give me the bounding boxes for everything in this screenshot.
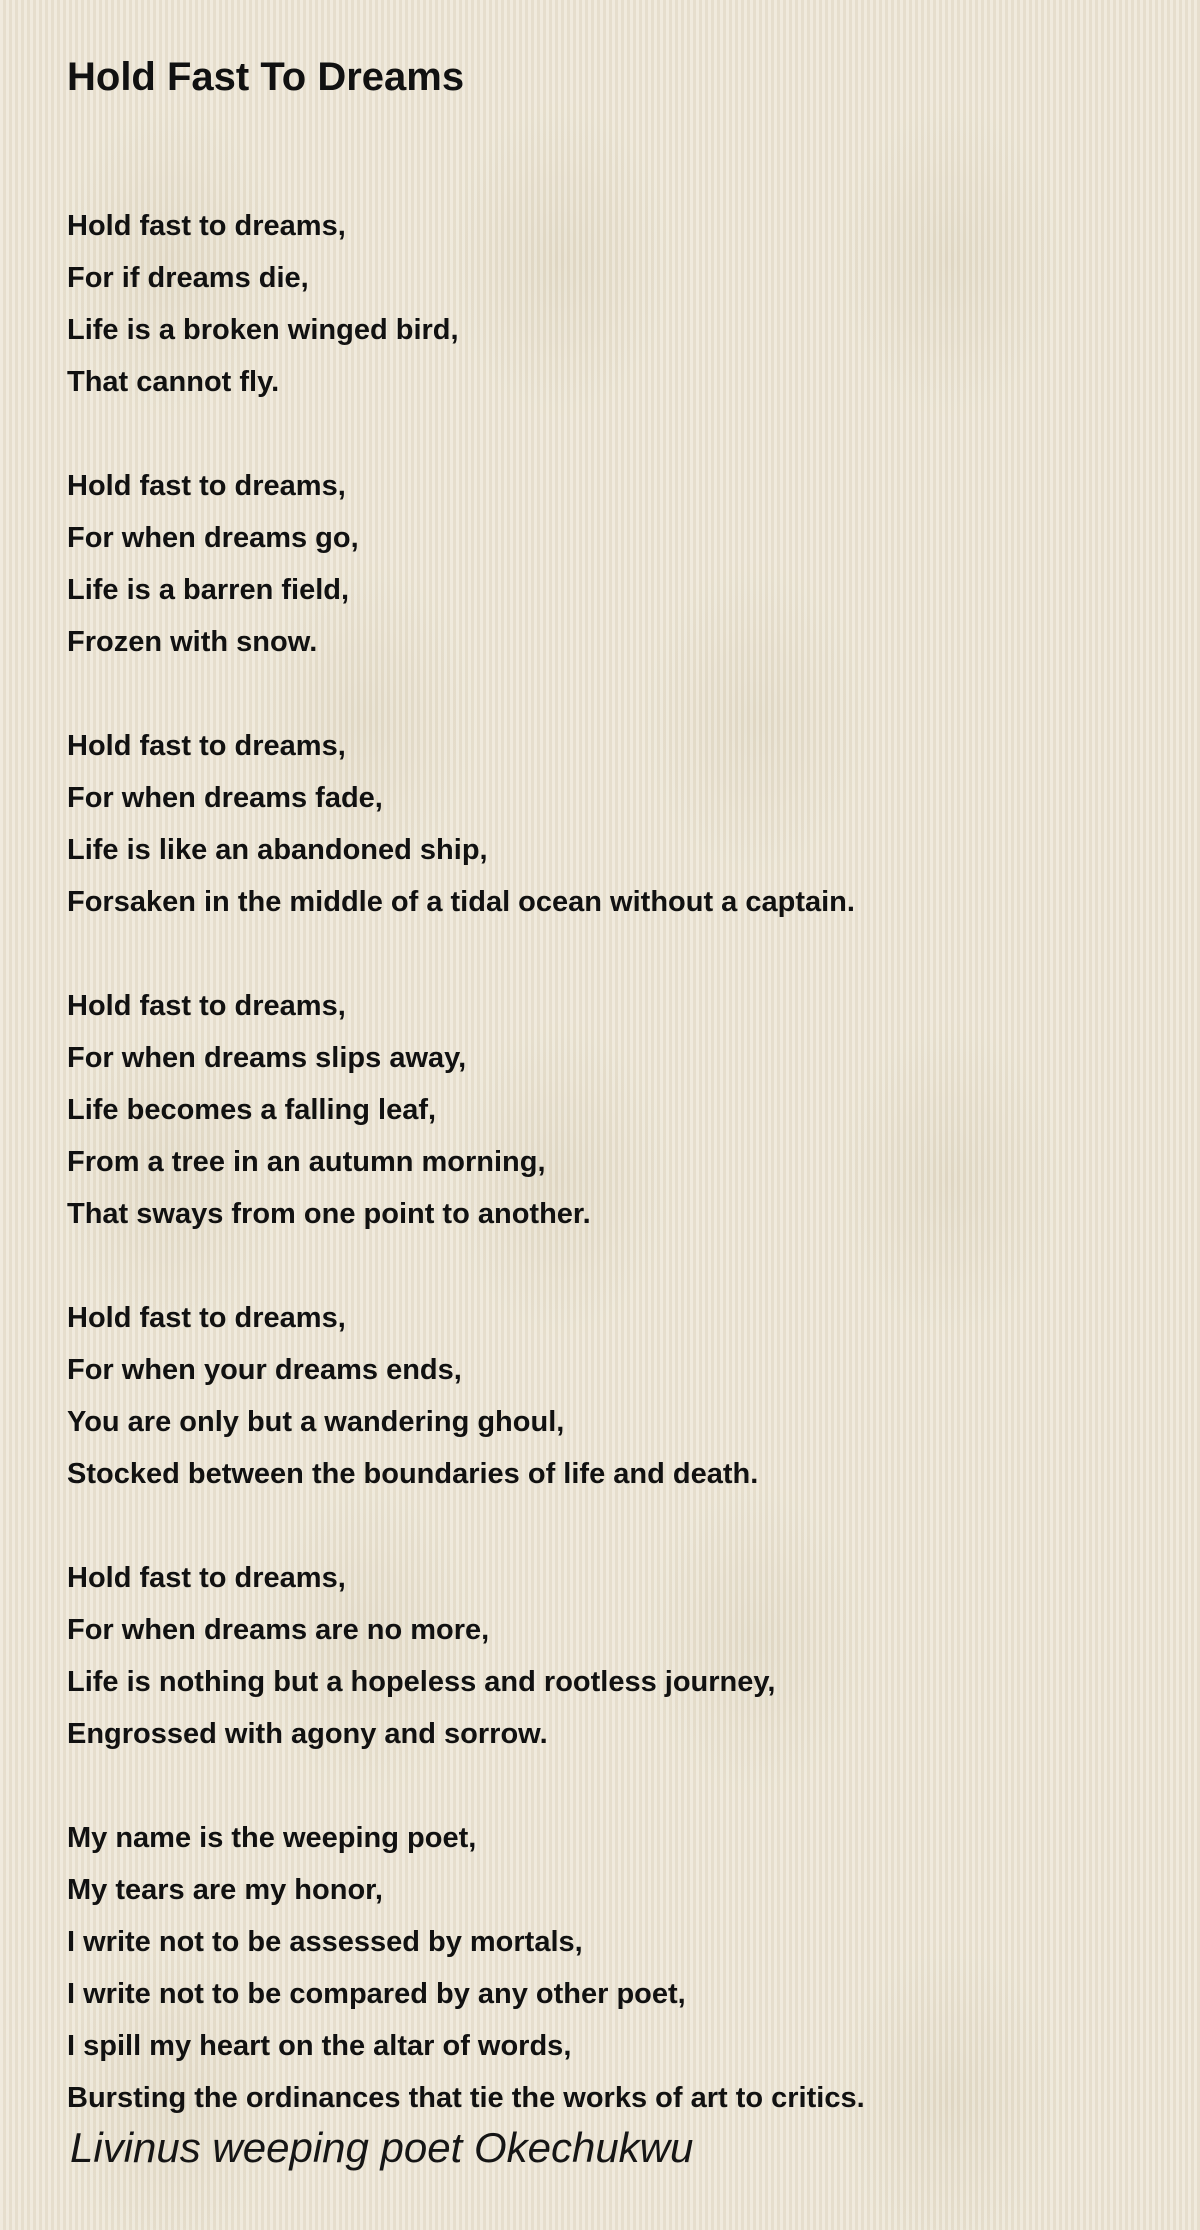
poem-line: Forsaken in the middle of a tidal ocean without a captain.: [67, 886, 855, 918]
poem-line: Engrossed with agony and sorrow.: [67, 1718, 548, 1750]
poem-line: My name is the weeping poet,: [67, 1822, 477, 1854]
poem-line: For if dreams die,: [67, 262, 309, 294]
poem-line: That cannot fly.: [67, 366, 280, 398]
poem-body: [67, 200, 1167, 2124]
poem-line: Hold fast to dreams,: [67, 1562, 346, 1594]
poem-line: Life is a barren field,: [67, 574, 350, 606]
poem-line: For when your dreams ends,: [67, 1354, 462, 1386]
poem-line: For when dreams slips away,: [67, 1042, 467, 1074]
poem-line: My tears are my honor,: [67, 1874, 383, 1906]
poem-line: For when dreams fade,: [67, 782, 383, 814]
poem-line: Hold fast to dreams,: [67, 1302, 346, 1334]
poem-title: Hold Fast To Dreams: [67, 55, 465, 99]
poem-line: Life becomes a falling leaf,: [67, 1094, 437, 1126]
poem-line: For when dreams go,: [67, 522, 359, 554]
poem-author: Livinus weeping poet Okechukwu: [70, 2124, 694, 2171]
poem-line: I write not to be assessed by mortals,: [67, 1926, 583, 1958]
stanza-7: [67, 1812, 1167, 2124]
poem-line: Hold fast to dreams,: [67, 470, 346, 502]
stanza-3: [67, 720, 1167, 928]
poem-line: Stocked between the boundaries of life and death.: [67, 1458, 759, 1490]
stanza-2: [67, 460, 1167, 668]
stanza-6: [67, 1552, 1167, 1760]
poem-line: Life is a broken winged bird,: [67, 314, 459, 346]
poem-line: Life is nothing but a hopeless and rootless journey,: [67, 1666, 776, 1698]
poem-line: From a tree in an autumn morning,: [67, 1146, 546, 1178]
poem-line: I write not to be compared by any other poet,: [67, 1978, 686, 2010]
stanza-1: [67, 200, 1167, 408]
poem-line: You are only but a wandering ghoul,: [67, 1406, 565, 1438]
poem-line: Hold fast to dreams,: [67, 730, 346, 762]
poem-line: Hold fast to dreams,: [67, 210, 346, 242]
poem-page: [67, 50, 1167, 2176]
stanza-5: [67, 1292, 1167, 1500]
poem-line: That sways from one point to another.: [67, 1198, 591, 1230]
poem-line: Hold fast to dreams,: [67, 990, 346, 1022]
stanza-4: [67, 980, 1167, 1240]
poem-line: Frozen with snow.: [67, 626, 318, 658]
poem-line: Bursting the ordinances that tie the works of art to critics.: [67, 2082, 865, 2114]
poem-line: I spill my heart on the altar of words,: [67, 2030, 572, 2062]
poem-line: Life is like an abandoned ship,: [67, 834, 488, 866]
poem-line: For when dreams are no more,: [67, 1614, 490, 1646]
